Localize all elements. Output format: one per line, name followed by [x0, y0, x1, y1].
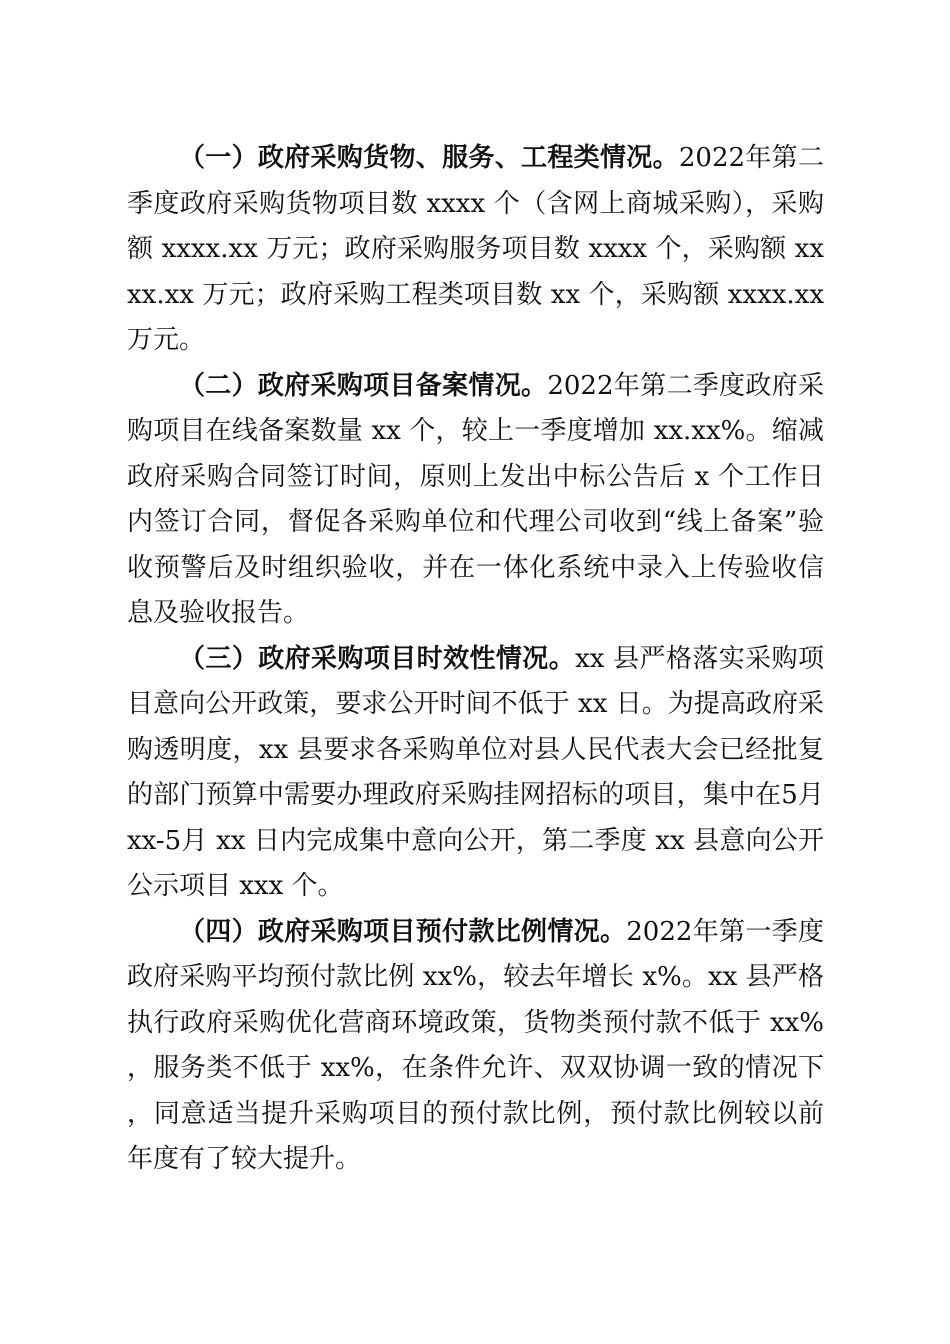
paragraph-3-text: xx 县严格落实采购项目意向公开政策，要求公开时间不低于 xx 日。为提高政府采购透明度，xx 县要求各采购单位对县人民代表大会已经批复的部门预算中需要办理政府采购挂网招标的项目，集中在5月 xx-5月 xx 日内完成集中意向公开，第二季度 xx 县意向公开公示项目 xxx 个。 — [127, 643, 824, 901]
paragraph-2-heading: （二）政府采购项目备案情况。 — [179, 370, 548, 401]
paragraph-1-heading: （一）政府采购货物、服务、工程类情况。 — [179, 143, 679, 173]
paragraph-4-heading: （四）政府采购项目预付款比例情况。 — [179, 916, 627, 947]
paragraph-4-text: 2022年第一季度政府采购平均预付款比例 xx%，较去年增长 x%。xx 县严格执行政府采购优化营商环境政策，货物类预付款不低于 xx%，服务类不低于 xx%，在条件允许、双双协调一致的情况下，同意适当提升采购项目的预付款比例，预付款比例较以前年度有了较大提升。 — [127, 916, 824, 1174]
paragraph-3-heading: （三）政府采购项目时效性情况。 — [179, 643, 576, 674]
paragraph-1-text: 2022年第二季度政府采购货物项目数 xxxx 个（含网上商城采购），采购额 xxxx.xx 万元；政府采购服务项目数 xxxx 个，采购额 xxxx.xx 万元；政府采购工程类项目数 xx 个，采购额 xxxx.xx 万元。 — [127, 143, 824, 355]
document-body — [127, 136, 824, 1183]
paragraph-1 — [127, 136, 824, 364]
paragraph-2 — [127, 364, 824, 637]
paragraph-4 — [127, 910, 824, 1183]
paragraph-2-text: 2022年第二季度政府采购项目在线备案数量 xx 个，较上一季度增加 xx.xx%。缩减政府采购合同签订时间，原则上发出中标公告后 x 个工作日内签订合同，督促各采购单位和代理公司收到“线上备案”验收预警后及时组织验收，并在一体化系统中录入上传验收信息及验收报告。 — [127, 370, 824, 628]
paragraph-3 — [127, 637, 824, 910]
